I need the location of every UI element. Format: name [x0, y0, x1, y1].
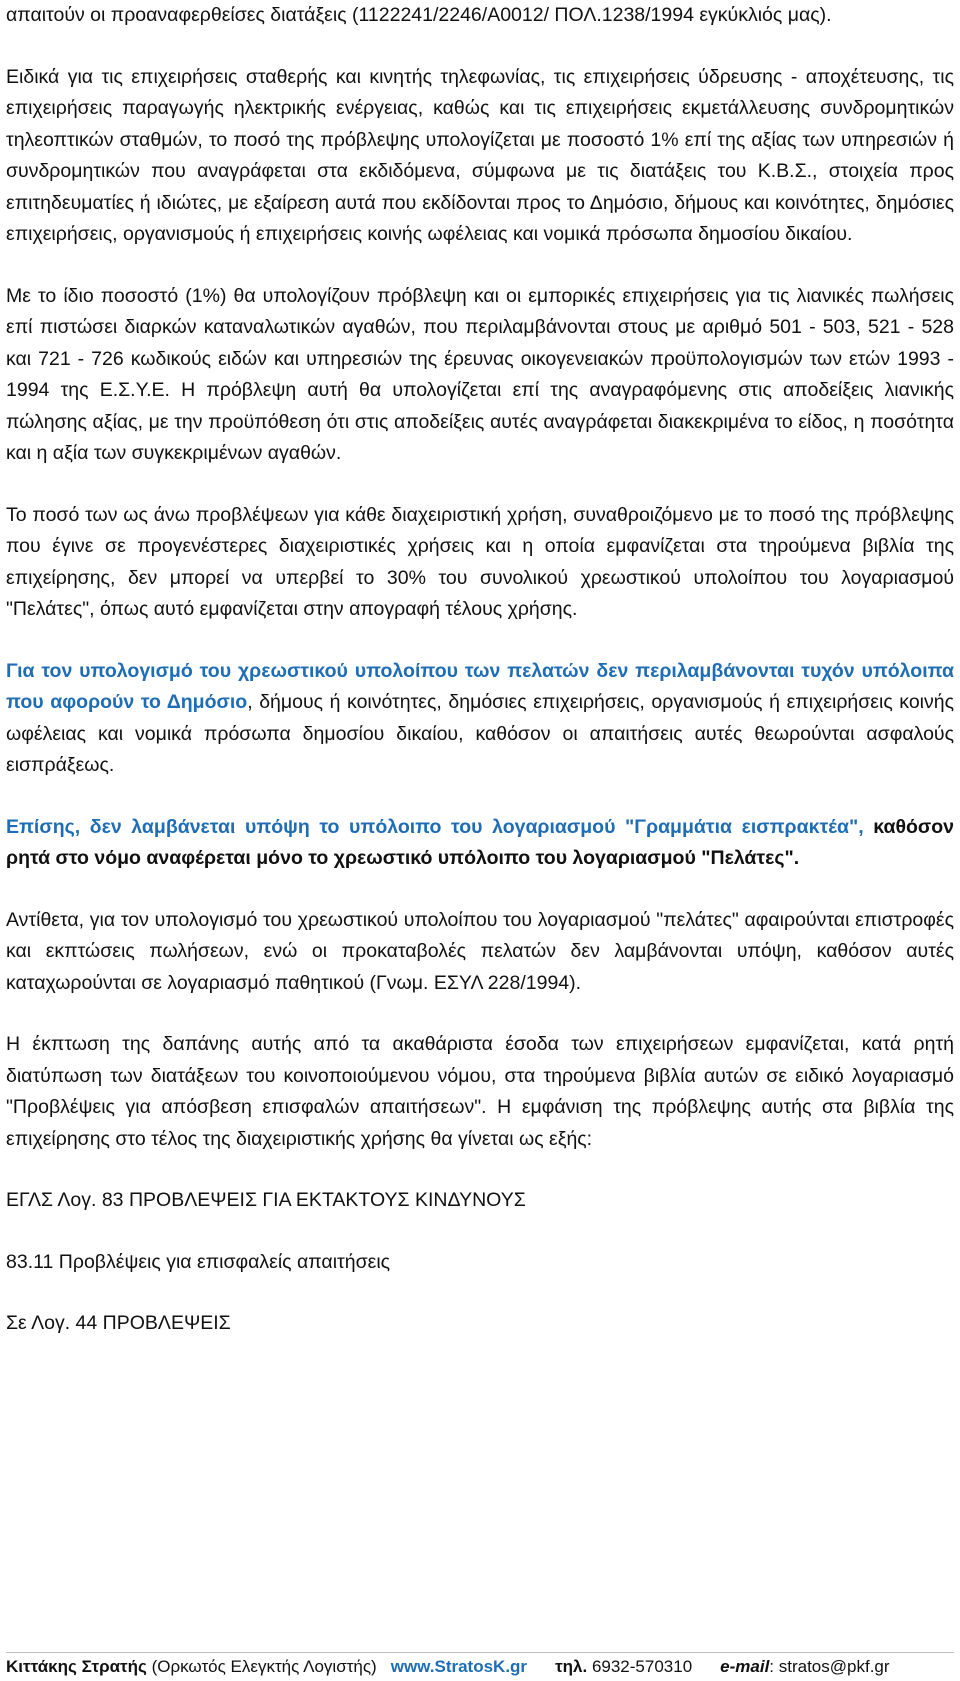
paragraph-public-sector-rest: , δήμους ή κοινότητες, δημόσιες επιχειρήσεις, οργανισμούς ή επιχειρήσεις κοινής ωφέλειας και νομικά πρόσωπα δημοσίου δικαίου, καθόσον οι απαιτήσεις αυτές θεωρούνται ασφαλούς εισπράξεως. [6, 691, 954, 776]
footer-phone: 6932-570310 [587, 1657, 693, 1676]
footer-phone-label: τηλ. [555, 1657, 588, 1676]
bold-customers-balance: καθόσον ρητά στο νόμο αναφέρεται μόνο το χρεωστικό υπόλοιπο του λογαριασμού "Πελάτες". [6, 815, 955, 869]
footer-website-link[interactable]: www.StratosK.gr [390, 1657, 528, 1676]
highlight-public-sector: Για τον υπολογισμό του χρεωστικού υπολοίπου των πελατών δεν περιλαμβάνονται τυχόν υπόλοιπα που αφορούν το Δημόσιο [6, 659, 954, 713]
paragraph-bookkeeping: Η έκπτωση της δαπάνης αυτής από τα ακαθάριστα έσοδα των επιχειρήσεων εμφανίζεται, κατά ρητή διατύπωση των διατάξεων του κοινοποιούμενου νόμου, στα τηρούμενα βιβλία αυτών σε ειδικό λογαριασμό "Προβλέψεις για απόσβεση επισφαλών απαιτήσεων". Η εμφάνιση της πρόβλεψης αυτής στα βιβλία της επιχείρησης στο τέλος της διαχειριστικής χρήσης θα γίνεται ως εξής: [6, 1033, 954, 1150]
paragraph-customer-balance-calc: Αντίθετα, για τον υπολογισμό του χρεωστικού υπολοίπου του λογαριασμού "πελάτες" αφαιρούνται επιστροφές και εκπτώσεις πωλήσεων, ενώ οι προκαταβολές πελατών δεν λαμβάνονται υπόψη, καθόσον αυτές καταχωρούνται σε λογαριασμό παθητικού (Γνωμ. ΕΣΥΛ 228/1994). [6, 908, 954, 994]
paragraph-provision-limit: Το ποσό των ως άνω προβλέψεων για κάθε διαχειριστική χρήση, συναθροιζόμενο με το ποσό της πρόβλεψης που έγινε σε προγενέστερες διαχειριστικές χρήσεις και η οποία εμφανίζεται στα τηρούμενα βιβλία της επιχείρησης, δεν μπορεί να υπερβεί το 30% του συνολικού χρεωστικού υπολοίπου του λογαριασμού "Πελάτες", όπως αυτό εμφανίζεται στην απογραφή τέλους χρήσης. [6, 503, 954, 620]
highlight-bills-receivable: Επίσης, δεν λαμβάνεται υπόψη το υπόλοιπο του λογαριασμού "Γραμμάτια εισπρακτέα", [6, 815, 864, 838]
paragraph-public-sector-exclusion [6, 656, 954, 782]
footer-email[interactable]: : stratos@pkf.gr [769, 1657, 890, 1676]
paragraph-bills-receivable [6, 812, 954, 875]
footer-author-name: Κιττάκης Στρατής [6, 1657, 147, 1676]
footer-email-label: e-mail [720, 1657, 770, 1676]
paragraph-circular-reference: απαιτούν οι προαναφερθείσες διατάξεις (1122241/2246/Α0012/ ΠΟΛ.1238/1994 εγκύκλιός μας). [6, 4, 832, 26]
ledger-line-account-83-11: 83.11 Προβλέψεις για επισφαλείς απαιτήσεις [6, 1250, 391, 1273]
footer-author-role: (Ορκωτός Ελεγκτής Λογιστής) [146, 1657, 377, 1676]
paragraph-retail-credit-sales: Με το ίδιο ποσοστό (1%) θα υπολογίζουν πρόβλεψη και οι εμπορικές επιχειρήσεις για τις λιανικές πωλήσεις επί πιστώσει διαρκών καταναλωτικών αγαθών, που περιλαμβάνονται στους με αριθμό 501 - 503, 521 - 528 και 721 - 726 κωδικούς ειδών και υπηρεσιών της έρευνας οικογενειακών προϋπολογισμών των ετών 1993 - 1994 της Ε.Σ.Υ.Ε. Η πρόβλεψη αυτή θα υπολογίζεται επί της αναγραφόμενης στις αποδείξεις λιανικής πώλησης αξίας, με την προϋπόθεση ότι στις αποδείξεις αυτές αναγράφεται διακεκριμένα το είδος, η ποσότητα και η αξία των συγκεκριμένων αγαθών. [6, 284, 954, 464]
page-footer [6, 1652, 954, 1679]
paragraph-telecom-utilities: Ειδικά για τις επιχειρήσεις σταθερής και κινητής τηλεφωνίας, τις επιχειρήσεις ύδρευσης - αποχέτευσης, τις επιχειρήσεις παραγωγής ηλεκτρικής ενέργειας, καθώς και τις επιχειρήσεις εκμετάλλευσης συνδρομητικών τηλεοπτικών σταθμών, το ποσό της πρόβλεψης υπολογίζεται με ποσοστό 1% επί της αξίας των υπηρεσιών ή συνδρομητικών που αναγράφεται στα εκδιδόμενα, σύμφωνα με τις διατάξεις του Κ.Β.Σ., στοιχεία προς επιτηδευματίες ή ιδιώτες, με εξαίρεση αυτά που εκδίδονται προς το Δημόσιο, δήμους και κοινότητες, δημόσιες επιχειρήσεις, οργανισμούς ή επιχειρήσεις κοινής ωφέλειας και νομικά πρόσωπα δημοσίου δικαίου. [6, 65, 954, 245]
ledger-line-account-83: ΕΓΛΣ Λογ. 83 ΠΡΟΒΛΕΨΕΙΣ ΓΙΑ ΕΚΤΑΚΤΟΥΣ ΚΙΝΔΥΝΟΥΣ [6, 1189, 526, 1211]
ledger-line-account-44: Σε Λογ. 44 ΠΡΟΒΛΕΨΕΙΣ [6, 1312, 231, 1334]
document-page [6, 0, 954, 1370]
